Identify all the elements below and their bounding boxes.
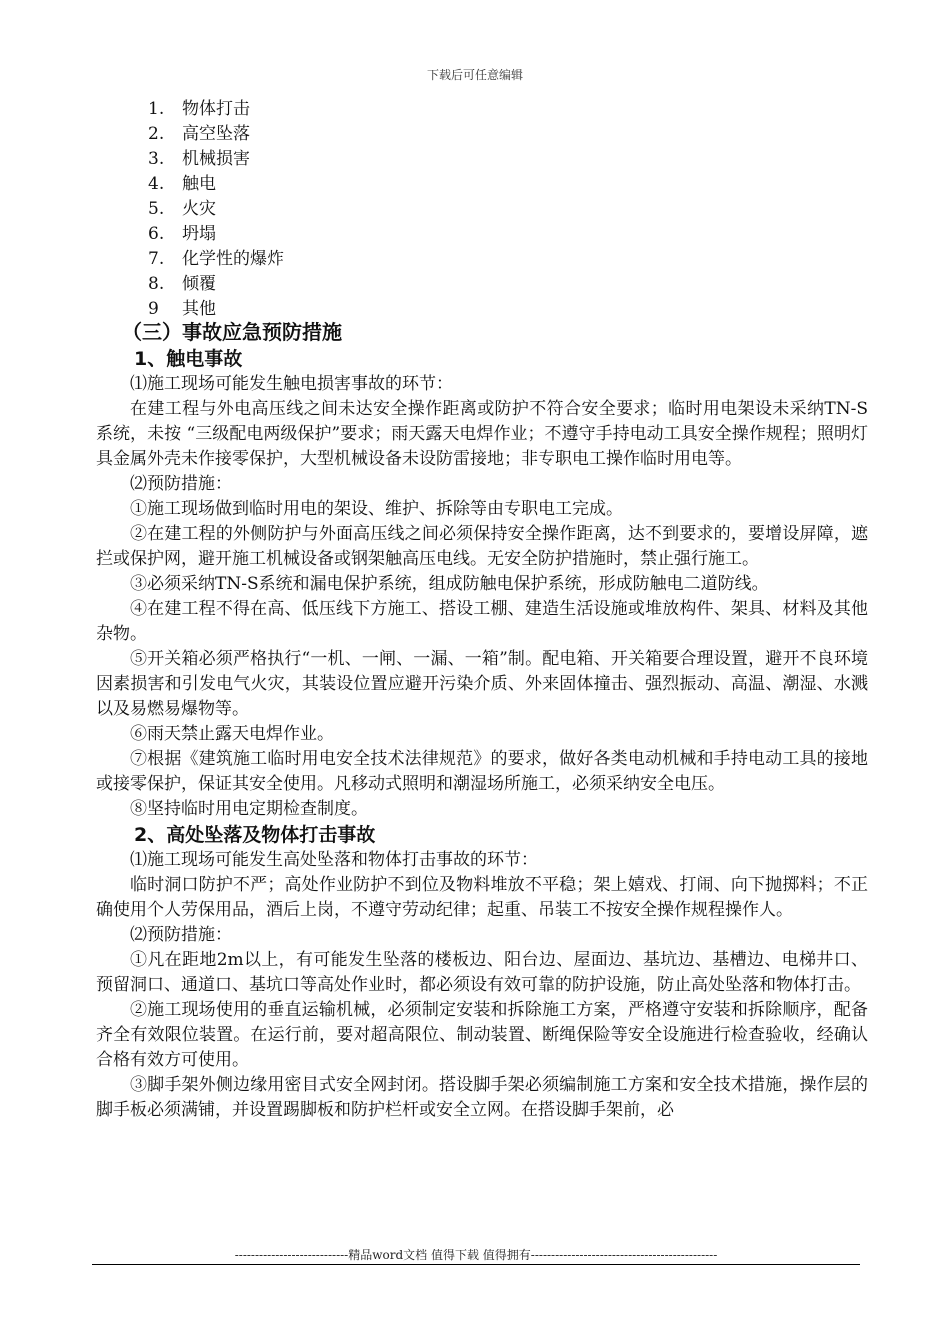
list-item-number: 9	[148, 299, 159, 319]
measure-item: ④在建工程不得在高、低压线下方施工、搭设工棚、建造生活设施或堆放构件、架具、材料及其他杂物。	[96, 599, 868, 644]
paragraph: ⑵预防措施：	[130, 925, 232, 945]
measure-item: ②在建工程的外侧防护与外面高压线之间必须保持安全操作距离，达不到要求的，要增设屏障，遮拦或保护网，避开施工机械设备或钢架触高压电线。无安全防护措施时，禁止强行施工。	[96, 524, 868, 569]
list-item-number: 6.	[148, 224, 165, 244]
paragraph: ⑵预防措施：	[130, 474, 232, 494]
list-item-label: 化学性的爆炸	[182, 249, 284, 269]
paragraph: ⑴施工现场可能发生触电损害事故的环节：	[130, 374, 453, 394]
list-item-number: 3.	[148, 149, 165, 169]
list-item	[148, 272, 284, 297]
list-item-label: 坍塌	[182, 224, 216, 244]
measure-item: ⑤开关箱必须严格执行“一机、一闸、一漏、一箱”制。配电箱、开关箱要合理设置，避开不良环境因素损害和引发电气火灾，其装设位置应避开污染介质、外来固体撞击、强烈振动、高温、潮湿、水溅以及易燃易爆物等。	[96, 649, 868, 719]
measure-item: ③必须采纳TN-S系统和漏电保护系统，组成防触电保护系统，形成防触电二道防线。	[130, 574, 769, 594]
list-item-number: 8.	[148, 274, 165, 294]
measure-item: ①凡在距地2m以上，有可能发生坠落的楼板边、阳台边、屋面边、基坑边、基槽边、电梯井口、预留洞口、通道口、基坑口等高处作业时，都必须设有效可靠的防护设施，防止高处坠落和物体打击。	[96, 950, 868, 995]
paragraph: 在建工程与外电高压线之间未达安全操作距离或防护不符合安全要求；临时用电架设未采纳TN-S系统，未按 “三级配电两级保护”要求；雨天露天电焊作业；不遵守手持电动工具安全操作规程；照明灯具金属外壳未作接零保护，大型机械设备未设防雷接地；非专职电工操作临时用电等。	[96, 399, 868, 469]
measure-item: ①施工现场做到临时用电的架设、维护、拆除等由专职电工完成。	[130, 499, 623, 519]
list-item	[148, 222, 284, 247]
list-item-label: 触电	[182, 174, 216, 194]
subsection-heading-falling: 2、高处坠落及物体打击事故	[134, 824, 376, 846]
footer-divider	[92, 1264, 860, 1265]
list-item-number: 7.	[148, 249, 165, 269]
subsection-heading-electric: 1、触电事故	[134, 348, 243, 370]
document-body	[96, 318, 868, 1123]
measure-item: ③脚手架外侧边缘用密目式安全网封闭。搭设脚手架必须编制施工方案和安全技术措施，操作层的脚手板必须满铺，并设置踢脚板和防护栏杆或安全立网。在搭设脚手架前，必	[96, 1075, 868, 1120]
list-item	[148, 172, 284, 197]
measure-item: ②施工现场使用的垂直运输机械，必须制定安装和拆除施工方案，严格遵守安装和拆除顺序，配备齐全有效限位装置。在运行前，要对超高限位、制动装置、断绳保险等安全设施进行检查验收，经确认合格有效方可使用。	[96, 1000, 868, 1070]
list-item	[148, 97, 284, 122]
paragraph: ⑴施工现场可能发生高处坠落和物体打击事故的环节：	[130, 850, 538, 870]
list-item-number: 5.	[148, 199, 165, 219]
list-item-number: 4.	[148, 174, 165, 194]
list-item-label: 火灾	[182, 199, 216, 219]
list-item	[148, 122, 284, 147]
list-item-number: 1.	[148, 99, 165, 119]
section-heading: （三）事故应急预防措施	[122, 320, 342, 344]
list-item	[148, 247, 284, 272]
measure-item: ⑥雨天禁止露天电焊作业。	[130, 724, 334, 744]
list-item-label: 物体打击	[182, 99, 250, 119]
list-item-number: 2.	[148, 124, 165, 144]
measure-item: ⑦根据《建筑施工临时用电安全技术法律规范》的要求，做好各类电动机械和手持电动工具的接地或接零保护，保证其安全使用。凡移动式照明和潮湿场所施工，必须采纳安全电压。	[96, 749, 868, 794]
list-item-label: 其他	[182, 299, 216, 319]
list-item	[148, 147, 284, 172]
list-item-label: 机械损害	[182, 149, 250, 169]
footer-note: ----------------------------精品word文档 值得下载 值得拥有----------------------------------------------	[234, 1248, 718, 1262]
list-item	[148, 197, 284, 222]
list-item-label: 高空坠落	[182, 124, 250, 144]
header-note: 下载后可任意编辑	[426, 68, 523, 82]
paragraph: 临时洞口防护不严；高处作业防护不到位及物料堆放不平稳；架上嬉戏、打闹、向下抛掷料；不正确使用个人劳保用品，酒后上岗，不遵守劳动纪律；起重、吊装工不按安全操作规程操作人。	[96, 875, 868, 920]
list-item-label: 倾覆	[182, 274, 216, 294]
measure-item: ⑧坚持临时用电定期检查制度。	[130, 799, 368, 819]
hazard-list	[148, 97, 284, 322]
